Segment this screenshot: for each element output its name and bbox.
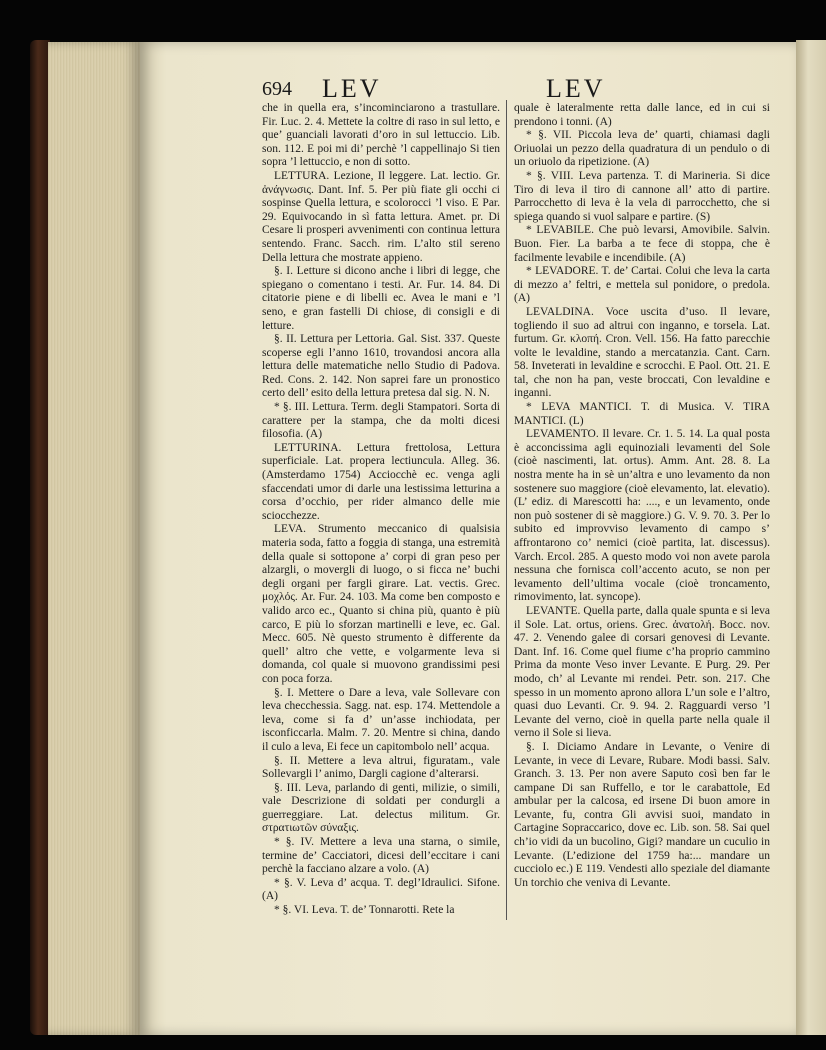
paragraph: §. I. Diciamo Andare in Levante, o Venire di Levante, in vece di Levare, Rubare. Modi bassi. Salv. Granch. 3. 13. Per non avere Saputo così ben far le campane Di san Ruffello, e tor le carabattole, Ed ambular per la calcosa, ed irsene Di buon amore in Levante, fu, contra Gli avvisi suoi, mandato in Cartagine Sopraccarico, dove ec. Lib. son. 58. Sai quel ch’io vidi da un bucolino, Gigi? mandare un cuculio in Levante. (L’edizione del 1759 ha:... mandare un cucciolo ec.) E 119. Vendesti allo speziale del diamante Un torchio che veniva di Levante.	[514, 740, 770, 889]
entry-levadore: * LEVADORE. T. de’ Cartai. Colui che leva la carta di mezzo a’ feltri, e mettela sul ponidore, o predola. (A)	[514, 265, 770, 305]
book-cover-edge	[30, 40, 50, 1035]
facing-page-edge	[796, 40, 826, 1035]
entry-levamento: LEVAMENTO. Il levare. Cr. 1. 5. 14. La qual posta è acconcissima agli equinoziali levamenti del Sole (cioè nascimenti, lat. ortus). Amm. Ant. 28. 8. La nostra mente ha in sè un’altra e uno levamento da non sostenere suo maggiore (cioè elevamento, lat. elevatio). (L’ ediz. di Marescotti ha: ...., e un levamento, onde non può sostener di sè maggiore.) G. V. 9. 70. 3. Per lo subito ed improvviso levamento di campo s’ affrontarono co’ nemici (cioè partita, lat. discessus). Varch. Ercol. 285. A questo modo voi non avete parola nessuna che fornisca coll’accento acuto, se non per levamento dell’ultima vocale (cioè troncamento, rimovimento, lat. syncope).	[514, 428, 770, 604]
header-word-right: LEV	[546, 74, 606, 103]
paragraph: §. III. Leva, parlando di genti, milizie, o simili, vale Descrizione di soldati per condurgli a guerreggiare. Lat. delectus militum. Gr. στρατιωτῶν σύναξις.	[262, 781, 500, 835]
entry-levante: LEVANTE. Quella parte, dalla quale spunta e si leva il Sole. Lat. ortus, oriens. Grec. ἀνατολή. Bocc. nov. 47. 2. Venendo galee di corsari genovesi di Levante. Dant. Inf. 16. Come quel fiume c’ha proprio cammino Prima da monte Veso inver Levante. E Purg. 29. Per modo, ch’ al Levante mi rendei. Petr. son. 217. Che spesso in un momento aprono allora L’un sole e l’altro, quasi duo Levanti. Cr. 9. 94. 2. Ragguardi verso ’l Levante del verno, cioè in quella parte nella quale il verno il Sole si lieva.	[514, 604, 770, 740]
entry-lettura: LETTURA. Lezione, Il leggere. Lat. lectio. Gr. ἀνάγνωσις. Dant. Inf. 5. Per più fiate gli occhi ci sospinse Quella lettura, e scolorocci ’l viso. E Par. 29. Equivocando in sì fatta lettura. Amet. pr. Di Cesare li prosperi avvenimenti con continua lettura sentendo. Franc. Sacch. rim. L’alto stil sereno Della lettura che mostrate appieno.	[262, 169, 500, 264]
paragraph: §. I. Letture si dicono anche i libri di legge, che spiegano o comentano i testi. Ar. Fur. 14. 84. Di citatorie piene e di libelli ec. Avea le mani e ’l seno, e gran fastelli Di chiose, di consigli e di letture.	[262, 265, 500, 332]
paragraph: * §. IV. Mettere a leva una starna, o simile, termine de’ Cacciatori, dicesi dell’eccitare i cani perchè la facciano alzare a volo. (A)	[262, 836, 500, 876]
page-edges	[48, 42, 140, 1035]
paragraph: §. II. Lettura per Lettoria. Gal. Sist. 337. Queste scoperse egli l’anno 1610, trovandosi ancora alla lettura delle matematiche nello Studio di Padova. Red. Cons. 2. 142. Non saprei fare un pronostico certo dell’ esito della lettura pretesa dal sig. N. N.	[262, 333, 500, 400]
column-divider	[506, 100, 507, 920]
page-number: 694	[262, 78, 292, 100]
paragraph: * §. VII. Piccola leva de’ quarti, chiamasi dagli Oriuolai un pezzo della quadratura di un pendulo o di un oriuolo da ripetizione. (A)	[514, 129, 770, 169]
right-column	[514, 102, 770, 890]
paragraph: * §. VIII. Leva partenza. T. di Marineria. Si dice Tiro di leva il tiro di cannone all’ atto di partire. Parrocchetto di leva è la vela di parrocchetto, che si spiega quando si vuol salpare e partire. (S)	[514, 169, 770, 223]
paragraph: che in quella era, s’incominciarono a trastullare. Fir. Luc. 2. 4. Mettete la coltre di raso in sul letto, e que’ guanciali lavorati d’oro in sul lettuccio. Lib. son. 112. E poi mi di’ perchè ’l cappellinajo Si tien sopra ’l lettuccio, e non di sotto.	[262, 102, 500, 169]
entry-leva: LEVA. Strumento meccanico di qualsisia materia soda, fatto a foggia di stanga, una estremità della quale si sottopone a’ corpi di gran peso per alzargli, o movergli di luogo, o si ficca ne’ buchi degli organi per fargli girare. Lat. vectis. Grec. μοχλός. Ar. Fur. 24. 103. Ma come ben composto e valido arco ec., Quanto si china più, quanto è più carco, E più lo sforzan martinelli e leve, ec. Gal. Mecc. 605. Nè questo strumento è differente da quell’ altro che vette, e volgarmente leva si domanda, col quale si muovono grandissimi pesi con poca forza.	[262, 523, 500, 685]
header-word-left: LEV	[322, 74, 382, 103]
paragraph: * §. III. Lettura. Term. degli Stampatori. Sorta di carattere per la stampa, che da molti dicesi filosofia. (A)	[262, 401, 500, 441]
paragraph: quale è lateralmente retta dalle lance, ed in cui si prendono i tonni. (A)	[514, 102, 770, 128]
left-column	[262, 102, 500, 918]
entry-levaldina: LEVALDINA. Voce uscita d’uso. Il levare, togliendo il suo ad altrui con inganno, e torsela. Lat. furtum. Gr. κλοπή. Cron. Vell. 156. Ha fatto parecchie volte le levaldine, standо a mercatanzia. Cant. Carn. 58. Inveterati in levaldine e scrocchi. E Paol. Ott. 21. E tal, che non ha pan, veste broccati, Con levaldine e inganni.	[514, 305, 770, 400]
entry-leva-mantici: * LEVA MANTICI. T. di Musica. V. TIRA MANTICI. (L)	[514, 401, 770, 427]
entry-letturina: LETTURINA. Lettura frettolosa, Lettura superficiale. Lat. propera lectiuncula. Alleg. 36. (Amsterdamo 1754) Acciocchè ec. venga agli sfaccendati umor di darle una lestissima letturina a corsa d’occhio, per rider almanco delle mie sciocchezze.	[262, 441, 500, 522]
paragraph: * §. V. Leva d’ acqua. T. degl’Idraulici. Sifone. (A)	[262, 876, 500, 903]
paragraph: §. II. Mettere a leva altrui, figuratam., vale Sollevargli l’ animo, Dargli cagione d’alterarsi.	[262, 754, 500, 781]
paragraph: §. I. Mettere o Dare a leva, vale Sollevare con leva checchessia. Sagg. nat. esp. 174. Mettendole a leva, come si fa d’ un’asse inchiodata, per isconficcarla. Malm. 7. 20. Mentre si china, dando il culo a leva, Ei fece un capitombolo nell’ acqua.	[262, 686, 500, 753]
paragraph: * §. VI. Leva. T. de’ Tonnarotti. Rete la	[274, 904, 455, 917]
entry-levabile: * LEVABILE. Che può levarsi, Amovibile. Salvin. Buon. Fier. La barba a te fece di stoppa, che è facilmente levabile e incendibile. (A)	[514, 224, 770, 264]
